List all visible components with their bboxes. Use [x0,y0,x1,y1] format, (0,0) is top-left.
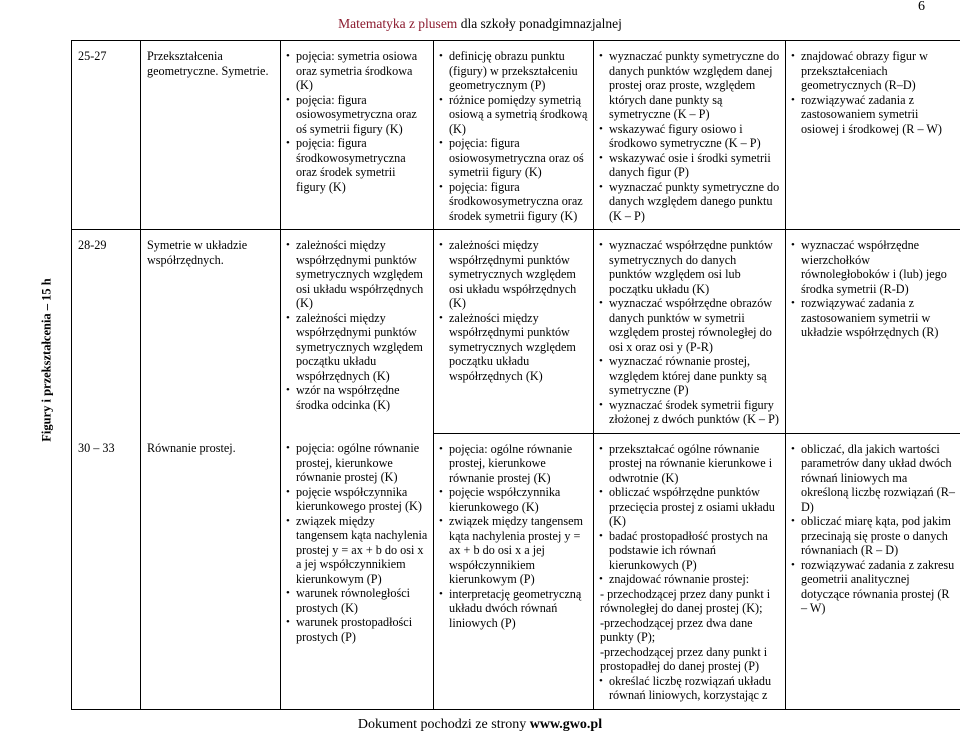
col3-cell [281,230,434,434]
bullet-item: • pojęcia: figura osiowosymetryczna oraz oś symetrii figury (K) [287,93,428,137]
bullet-item: • różnice pomiędzy symetrią osiową a symetrią środkową (K) [440,93,588,137]
col6-cell [786,230,960,434]
header-accent: Matematyka z plusem [338,16,458,31]
topic-cell: Równanie prostej. [141,433,281,709]
table-row [72,41,960,230]
bullet-item: • wyznaczać współrzędne wierzchołków równoległoboków i (lub) jego środka symetrii (R-D) [792,238,955,296]
col5-cell [594,433,786,709]
bullet-item: • obliczać miarę kąta, pod jakim przecinają się proste o danych równaniach (R – D) [792,514,955,558]
bullet-item: • związek między tangensem kąta nachylenia prostej y = ax + b do osi x a jej współczynnikiem kierunkowym (P) [440,514,588,587]
col3-cell [281,433,434,709]
footer-text: Dokument pochodzi ze strony [357,717,530,732]
bullet-item: • związek między tangensem kąta nachylenia prostej y = ax + b do osi x a jej współczynnikiem kierunkowym (P) [287,514,428,587]
hours-cell: 25-27 [72,41,141,230]
bullet-item: • określać liczbę rozwiązań układu równań liniowych, korzystając z [600,674,780,703]
bullet-item: • warunek równoległości prostych (K) [287,586,428,615]
col5-plain [600,587,780,674]
col6-cell [786,433,960,709]
bullet-item: • badać prostopadłość prostych na podstawie ich równań kierunkowych (P) [600,529,780,573]
bullet-item: • znajdować obrazy figur w przekształceniach geometrycznych (R–D) [792,49,955,93]
bullet-item: • wyznaczać równanie prostej, względem której dane punkty są symetryczne (P) [600,354,780,398]
table-row [72,433,960,709]
plain-line: - przechodzącej przez dany punkt i równoległej do danej prostej (K); [600,586,771,615]
bullet-item: • zależności między współrzędnymi punktów symetrycznych względem początku układu współrzędnych (K) [440,311,588,384]
col3-cell [281,41,434,230]
col4-cell [434,230,594,434]
bullet-item: • wyznaczać punkty symetryczne do danych punktów względem danej prostej oraz proste, względem których dane punkty są symetryczne (K – P) [600,49,780,122]
page-number: 6 [918,0,925,14]
side-label-cell [22,40,72,680]
bullet-item: • rozwiązywać zadania z zastosowaniem symetrii w układzie współrzędnych (R) [792,296,955,340]
bullet-item: • wyznaczać współrzędne punktów symetrycznych do danych punktów względem osi lub początku układu (K) [600,238,780,296]
hours-cell: 28-29 [72,230,141,434]
hours-cell: 30 – 33 [72,433,141,709]
side-label: Figury i przekształcenia – 15 h [39,278,54,442]
col5-cell [594,41,786,230]
bullet-item: • interpretację geometryczną układu dwóch równań liniowych (P) [440,587,588,631]
bullet-item: • wskazywać figury osiowo i środkowo symetryczne (K – P) [600,122,780,151]
bullet-item: • pojęcia: ogólne równanie prostej, kierunkowe równanie prostej (K) [440,442,588,486]
bullet-item: • pojęcia: figura środkowosymetryczna oraz środek symetrii figury (K) [287,136,428,194]
page-header-title [0,16,960,32]
bullet-item: • obliczać współrzędne punktów przecięcia prostej z osiami układu (K) [600,485,780,529]
bullet-item: • pojęcia: ogólne równanie prostej, kierunkowe równanie prostej (K) [287,441,428,485]
curriculum-table [71,40,960,710]
bullet-item: • pojęcia: figura środkowosymetryczna oraz środek symetrii figury (K) [440,180,588,224]
bullet-item: • wyznaczać współrzędne obrazów danych punktów w symetrii względem prostej równoległej do osi x oraz osi y (P-R) [600,296,780,354]
bullet-item: • wyznaczać środek symetrii figury złożonej z dwóch punktów (K – P) [600,398,780,427]
bullet-item: • pojęcie współczynnika kierunkowego (K) [440,485,588,514]
bullet-item: • zależności między współrzędnymi punktów symetrycznych względem osi układu współrzędnych (K) [440,238,588,311]
bullet-item: • zależności między współrzędnymi punktów symetrycznych względem początku układu współrzędnych (K) [287,311,428,384]
bullet-item: • znajdować równanie prostej: [600,572,780,587]
header-rest: dla szkoły ponadgimnazjalnej [457,16,622,31]
bullet-item: • zależności między współrzędnymi punktów symetrycznych względem osi układu współrzędnych (K) [287,238,428,311]
bullet-item: • wyznaczać punkty symetryczne do danych względem danego punktu (K – P) [600,180,780,224]
plain-line: -przechodzącej przez dwa dane punkty (P); [600,615,753,644]
bullet-item: • definicję obrazu punktu (figury) w przekształceniu geometrycznym (P) [440,49,588,93]
plain-line: -przechodzącej przez dany punkt i prostopadłej do danej prostej (P) [600,644,768,673]
bullet-item: • warunek prostopadłości prostych (P) [287,615,428,644]
footer-link[interactable]: www.gwo.pl [529,717,603,732]
col4-cell [434,433,594,709]
table-row [72,230,960,434]
footer [0,717,960,733]
bullet-item: • rozwiązywać zadania z zakresu geometrii analitycznej dotyczące równania prostej (R – W) [792,558,955,616]
bullet-item: • pojęcia: symetria osiowa oraz symetria środkowa (K) [287,49,428,93]
col5-cell [594,230,786,434]
col6-cell [786,41,960,230]
col4-cell [434,41,594,230]
bullet-item: • pojęcia: figura osiowosymetryczna oraz oś symetrii figury (K) [440,136,588,180]
topic-cell: Przekształcenia geometryczne. Symetrie. [141,41,281,230]
topic-cell: Symetrie w układzie współrzędnych. [141,230,281,434]
bullet-item: • rozwiązywać zadania z zastosowaniem symetrii osiowej i środkowej (R – W) [792,93,955,137]
bullet-item: • przekształcać ogólne równanie prostej na równanie kierunkowe i odwrotnie (K) [600,442,780,486]
bullet-item: • wzór na współrzędne środka odcinka (K) [287,383,428,412]
bullet-item: • wskazywać osie i środki symetrii danych figur (P) [600,151,780,180]
bullet-item: • pojęcie współczynnika kierunkowego prostej (K) [287,485,428,514]
bullet-item: • obliczać, dla jakich wartości parametrów dany układ dwóch równań liniowych ma określoną liczbę rozwiązań (R–D) [792,442,955,515]
